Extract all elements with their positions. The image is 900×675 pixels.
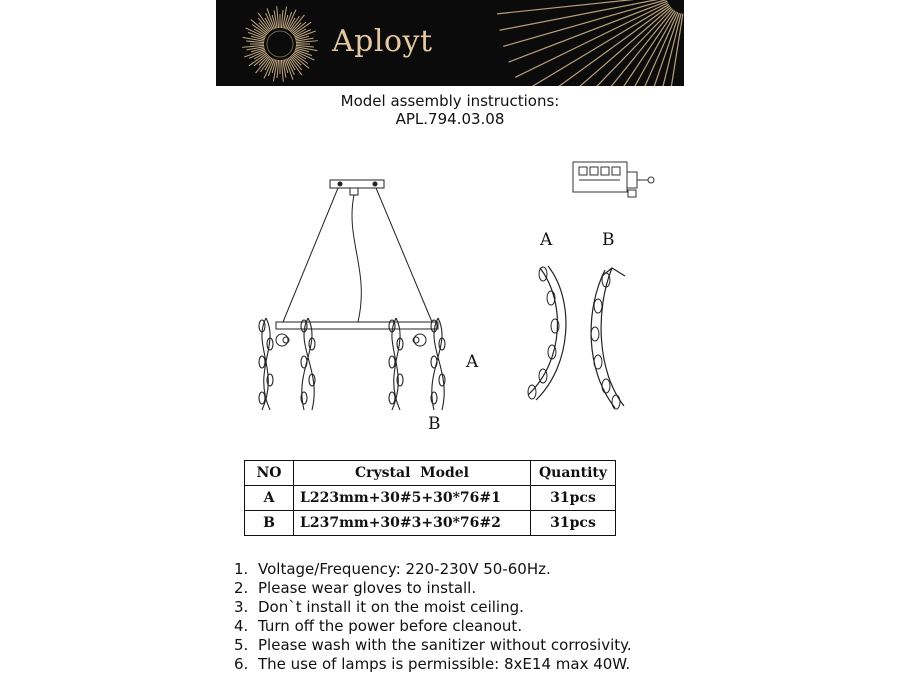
list-item <box>234 560 632 579</box>
terminal-block-icon <box>573 162 654 197</box>
model-number: APL.794.03.08 <box>395 110 505 128</box>
note-text: Please wash with the sanitizer without corrosivity. <box>258 636 632 654</box>
row-model: L237mm+30#3+30*76#2 <box>294 511 531 536</box>
row-quantity: 31pcs <box>531 486 616 511</box>
brand-name: Aployt <box>332 24 433 59</box>
crystal-spec-table <box>244 460 616 536</box>
list-item <box>234 655 632 674</box>
header-crystal-model: Crystal Model <box>294 461 531 486</box>
assembly-label-b: B <box>428 414 441 434</box>
note-text: Please wear gloves to install. <box>258 579 477 597</box>
note-number: 3. <box>234 598 249 616</box>
frame-bar <box>276 322 438 329</box>
list-item <box>234 617 632 636</box>
suspension-cable-right <box>376 188 432 322</box>
note-number: 4. <box>234 617 249 635</box>
row-no: A <box>245 486 294 511</box>
list-item <box>234 636 632 655</box>
row-no: B <box>245 511 294 536</box>
row-quantity: 31pcs <box>531 511 616 536</box>
power-cord <box>352 195 361 322</box>
assembly-label-a: A <box>466 352 479 372</box>
note-number: 5. <box>234 636 249 654</box>
table-header-row <box>245 461 616 486</box>
crystal-b-outline <box>591 270 615 408</box>
crystal-label-b: B <box>602 230 615 250</box>
header-no: NO <box>245 461 294 486</box>
note-text: Turn off the power before cleanout. <box>258 617 523 635</box>
note-text: The use of lamps is permissible: 8xE14 max 40W. <box>258 655 631 673</box>
table-row <box>245 486 616 511</box>
suspension-cable-left <box>283 188 338 322</box>
instruction-notes <box>234 560 632 674</box>
list-item <box>234 579 632 598</box>
crystal-label-a: A <box>540 230 553 250</box>
list-item <box>234 598 632 617</box>
header-quantity: Quantity <box>531 461 616 486</box>
note-number: 1. <box>234 560 249 578</box>
table-row <box>245 511 616 536</box>
note-text: Voltage/Frequency: 220-230V 50-60Hz. <box>258 560 551 578</box>
note-text: Don`t install it on the moist ceiling. <box>258 598 524 616</box>
note-number: 2. <box>234 579 249 597</box>
document-title: Model assembly instructions: <box>340 92 560 110</box>
row-model: L223mm+30#5+30*76#1 <box>294 486 531 511</box>
note-number: 6. <box>234 655 249 673</box>
